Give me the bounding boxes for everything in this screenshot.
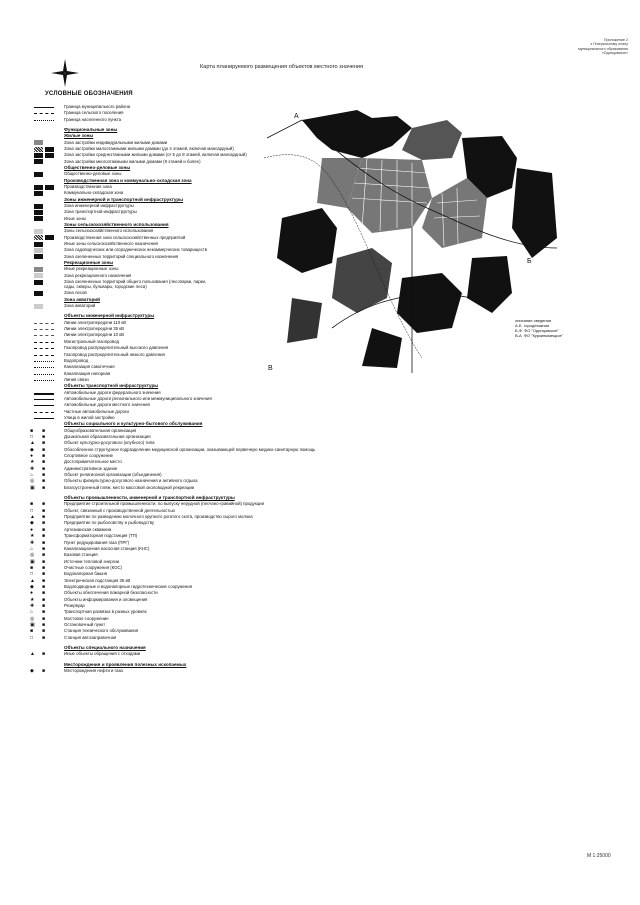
legend-line-swatch bbox=[34, 399, 54, 400]
legend-symbol bbox=[22, 485, 62, 491]
legend-line-swatch bbox=[34, 113, 54, 114]
legend-symbol bbox=[22, 345, 62, 351]
legend-icon: ■ bbox=[42, 459, 46, 466]
legend-icon: ▲ bbox=[30, 514, 35, 521]
legend-label: Граница сельского поселения bbox=[64, 110, 124, 116]
legend-icon: ■ bbox=[42, 583, 46, 590]
legend-icon: ■ bbox=[42, 628, 46, 635]
legend-label: Улица в жилой застройке bbox=[64, 414, 115, 420]
legend-symbol bbox=[22, 540, 62, 546]
map-title: Карта планируемого размещения объектов местного значения bbox=[200, 64, 364, 70]
legend-icon: ▣ bbox=[30, 622, 35, 629]
legend-line-swatch bbox=[34, 361, 54, 362]
legend-icon: ◆ bbox=[30, 668, 34, 675]
legend-color-swatch bbox=[34, 229, 43, 234]
legend-color-swatch bbox=[34, 273, 43, 278]
legend-icon: ⌂ bbox=[30, 545, 34, 552]
legend-symbol bbox=[22, 146, 62, 152]
legend-symbol bbox=[22, 415, 62, 421]
legend-color-swatch bbox=[34, 216, 43, 221]
legend-label: Газопровод распределительный низкого давления bbox=[64, 351, 165, 357]
legend-symbol bbox=[22, 478, 62, 484]
legend-icon: ▲ bbox=[30, 651, 35, 658]
legend-label: Магистральный газопровод bbox=[64, 338, 119, 344]
legend-color-swatch bbox=[34, 291, 43, 296]
map-key-title: описание сведения bbox=[515, 318, 552, 323]
legend-symbol bbox=[22, 159, 62, 165]
legend-label: Канализация напорная bbox=[64, 370, 111, 376]
legend-label: Автомобильные дороги регионального или межмуниципального значения bbox=[64, 395, 212, 401]
legend-symbol bbox=[22, 571, 62, 577]
legend-label: Газопровод распределительный высокого давления bbox=[64, 345, 169, 351]
legend-label: Мостовое сооружение bbox=[64, 615, 109, 621]
legend-symbol bbox=[22, 651, 62, 657]
legend-icon: ▲ bbox=[30, 577, 35, 584]
legend-icon: ■ bbox=[42, 484, 46, 491]
legend-icon: ⌂ bbox=[30, 609, 34, 616]
legend-icon: ■ bbox=[42, 577, 46, 584]
legend-header-text: Зоны инженерной и транспортной инфраструктуры bbox=[64, 196, 184, 202]
legend-icon: ■ bbox=[42, 526, 46, 533]
legend-icon: ■ bbox=[42, 609, 46, 616]
legend-icon: ▲ bbox=[30, 440, 35, 447]
legend-header-text: Функциональные зоны bbox=[64, 127, 118, 133]
legend-symbol bbox=[22, 396, 62, 402]
legend-label: Водонапорная башня bbox=[64, 571, 108, 577]
legend-icon: ■ bbox=[42, 501, 46, 508]
legend-symbol bbox=[22, 358, 62, 364]
legend-label: Автомобильные дороги местного значения bbox=[64, 402, 150, 408]
legend-color-swatch bbox=[34, 159, 43, 164]
legend-header-text: Производственная зона и коммунально-складская зона bbox=[64, 177, 192, 183]
legend-icon: ■ bbox=[30, 427, 34, 434]
legend-line-swatch bbox=[34, 412, 54, 413]
legend-line-swatch bbox=[34, 374, 54, 375]
legend-label: Объекты информирования и оповещения bbox=[64, 596, 148, 602]
map-key-code: В-А bbox=[515, 333, 522, 338]
legend-symbol bbox=[22, 390, 62, 396]
legend-label: Объект, связанный с производственной деятельностью bbox=[64, 507, 175, 513]
legend-heading: УСЛОВНЫЕ ОБОЗНАЧЕНИЯ bbox=[45, 91, 133, 97]
legend-label: Зона акваторий bbox=[64, 303, 96, 309]
legend-symbol bbox=[22, 453, 62, 459]
legend-symbol bbox=[22, 352, 62, 358]
legend-icon: ✚ bbox=[30, 539, 35, 546]
legend-label: Зоны сельскохозяйственного использования bbox=[64, 228, 154, 234]
legend-label: Зона застройки многоэтажными жилыми домами (9 этажей и более) bbox=[64, 158, 201, 164]
legend-label: Достопримечательное место bbox=[64, 459, 122, 465]
legend-label: Зона садоводческих или огороднических некоммерческих товариществ bbox=[64, 247, 208, 253]
legend-line-swatch bbox=[34, 120, 54, 121]
legend-icon: ■ bbox=[42, 514, 46, 521]
legend-label: Зона застройки индивидуальными жилыми домами bbox=[64, 139, 168, 145]
legend-label: Частные автомобильные дороги bbox=[64, 408, 129, 414]
annex-line: «Одинцовское» bbox=[601, 51, 628, 56]
legend-icon: ◆ bbox=[30, 520, 34, 527]
legend-color-swatch bbox=[45, 153, 54, 158]
legend-icon: ■ bbox=[42, 453, 46, 459]
legend-icon: ■ bbox=[42, 571, 46, 578]
legend-icon: □ bbox=[30, 507, 34, 514]
legend-color-swatch bbox=[34, 304, 43, 309]
legend-symbol bbox=[22, 266, 62, 272]
legend-color-swatch bbox=[34, 254, 43, 259]
legend-label: Объект религиозной организации (объединения) bbox=[64, 472, 162, 478]
legend-header-text: Объекты транспортной инфраструктуры bbox=[64, 383, 159, 389]
legend-icon: ■ bbox=[42, 668, 46, 675]
legend-symbol bbox=[22, 290, 62, 296]
legend-symbol bbox=[22, 434, 62, 440]
legend-icon: ■ bbox=[30, 628, 34, 635]
legend-icon: □ bbox=[30, 571, 34, 578]
legend-label: Зона лесов bbox=[64, 290, 87, 296]
legend-symbol bbox=[22, 428, 62, 434]
legend-icon: ◎ bbox=[30, 552, 35, 559]
legend-line-swatch bbox=[34, 367, 54, 368]
legend-symbol bbox=[22, 459, 62, 465]
legend-label: Канализационная насосная станция (КНС) bbox=[64, 545, 150, 551]
legend-label: Иные зоны bbox=[64, 215, 86, 221]
legend-label: Резервуар bbox=[64, 603, 85, 608]
legend-label: Граница населенного пункта bbox=[64, 116, 122, 122]
legend-symbol bbox=[22, 668, 62, 674]
legend-label: Иные объекты обращения с отходами bbox=[64, 651, 141, 657]
legend-symbol bbox=[22, 590, 62, 596]
legend-icon: ▣ bbox=[30, 558, 35, 565]
legend-symbol bbox=[22, 254, 62, 260]
legend-icon: □ bbox=[30, 433, 34, 440]
map-key-text: город/нижняя bbox=[523, 323, 549, 328]
legend-header-text: Зона акваторий bbox=[64, 296, 100, 302]
legend-label: Канализация самотечная bbox=[64, 364, 115, 370]
legend-symbol bbox=[22, 209, 62, 215]
legend-line-swatch bbox=[34, 323, 54, 324]
legend-icon: ✚ bbox=[30, 603, 35, 609]
annex-line: к Генеральному плану bbox=[590, 42, 628, 47]
legend-symbol bbox=[22, 552, 62, 558]
legend-symbol bbox=[22, 228, 62, 234]
legend-icon: ■ bbox=[42, 545, 46, 552]
legend-symbol bbox=[22, 377, 62, 383]
legend-color-swatch bbox=[34, 153, 43, 158]
legend-symbol bbox=[22, 565, 62, 571]
legend-label: Базовая станция bbox=[64, 552, 98, 558]
legend-icon: ■ bbox=[42, 539, 46, 546]
legend-symbol bbox=[22, 247, 62, 253]
legend-icon: ★ bbox=[30, 533, 35, 540]
legend-header-text: Жилые зоны bbox=[64, 133, 94, 139]
annex-note bbox=[566, 38, 628, 56]
legend-icon: ⌂ bbox=[30, 472, 34, 479]
legend-icon: ★ bbox=[30, 459, 35, 466]
legend-symbol bbox=[22, 603, 62, 609]
legend-symbol bbox=[22, 472, 62, 478]
legend-icon: ■ bbox=[42, 533, 46, 540]
legend-icon: ■ bbox=[42, 520, 46, 527]
legend-symbol bbox=[22, 584, 62, 590]
legend-symbol bbox=[22, 190, 62, 196]
legend-symbol bbox=[22, 520, 62, 526]
section-label-c: В bbox=[268, 365, 273, 372]
legend-icon: ■ bbox=[42, 603, 46, 609]
legend-symbol bbox=[22, 303, 62, 309]
legend-color-swatch bbox=[34, 248, 43, 253]
legend-line-swatch bbox=[34, 335, 54, 336]
legend-header-text: Объекты социального и культурно-бытового обслуживания bbox=[64, 421, 203, 427]
legend-color-swatch bbox=[34, 267, 43, 272]
legend-symbol bbox=[22, 616, 62, 622]
map-key-code: Б-Ф bbox=[515, 328, 522, 333]
legend-label: сады, скверы, бульвары, городские леса) bbox=[64, 284, 147, 290]
legend-header-text: Объекты специального назначения bbox=[64, 645, 146, 651]
legend-color-swatch bbox=[34, 172, 43, 177]
legend-icon: ◎ bbox=[30, 478, 35, 485]
legend-label: Линии электропередачи 10 кВ bbox=[64, 332, 125, 338]
legend-color-swatch bbox=[45, 185, 54, 190]
legend-icon: ■ bbox=[42, 596, 46, 603]
legend-icon: ■ bbox=[42, 564, 46, 571]
legend-label: Спортивное сооружение bbox=[64, 453, 114, 458]
legend-label: Граница муниципального района bbox=[64, 104, 131, 109]
legend-label: Административное здание bbox=[64, 465, 118, 471]
legend-symbol bbox=[22, 216, 62, 222]
legend-color-swatch bbox=[45, 235, 54, 240]
legend-label: Дошкольная образовательная организация bbox=[64, 433, 151, 439]
legend-icon: ■ bbox=[30, 564, 34, 571]
legend-icon: ■ bbox=[42, 440, 46, 447]
legend-icon: ■ bbox=[42, 472, 46, 479]
annex-line: муниципального образования bbox=[578, 46, 628, 51]
legend-symbol bbox=[22, 235, 62, 241]
legend-symbol bbox=[22, 140, 62, 146]
legend-label: Линии электропередачи 110 кВ bbox=[64, 319, 127, 325]
legend-icon: ★ bbox=[30, 596, 35, 603]
legend-icon: ◎ bbox=[30, 615, 35, 622]
legend-color-swatch bbox=[34, 204, 43, 209]
legend-symbol bbox=[22, 546, 62, 552]
legend-label: Зона инженерной инфраструктуры bbox=[64, 203, 134, 208]
legend-symbol bbox=[22, 635, 62, 641]
legend-icon: ■ bbox=[42, 552, 46, 559]
legend-label: Коммунально-складская зона bbox=[64, 190, 124, 196]
legend-line-swatch bbox=[34, 405, 54, 406]
legend-symbol bbox=[22, 184, 62, 190]
legend-symbol bbox=[22, 171, 62, 177]
legend-header-text: Объекты инженерной инфраструктуры bbox=[64, 313, 155, 319]
legend-icon: ● bbox=[30, 453, 34, 459]
legend-symbol bbox=[22, 466, 62, 472]
legend-symbol bbox=[22, 508, 62, 514]
legend-label: Общеобразовательная организация bbox=[64, 427, 137, 433]
legend-label: Станция автозаправочная bbox=[64, 634, 117, 640]
legend-icon: ■ bbox=[42, 433, 46, 440]
legend-label: Линии электропередачи 35 кВ bbox=[64, 326, 125, 332]
scale-label: М 1:25000 bbox=[587, 853, 611, 859]
legend-symbol bbox=[22, 326, 62, 332]
legend-symbol bbox=[22, 203, 62, 209]
legend-label: Обособленное структурное подразделение медицинской организации, оказывающей первичную медико-санитарную помощь bbox=[64, 446, 316, 452]
legend-symbol bbox=[22, 409, 62, 415]
legend-label: Месторождения нефти и газа bbox=[64, 668, 123, 674]
legend-color-swatch bbox=[34, 210, 43, 215]
legend-label: Линия связи bbox=[64, 376, 89, 382]
map-key-item bbox=[515, 333, 595, 338]
legend-icon: ◆ bbox=[30, 446, 34, 453]
legend-label: Автомобильные дороги федерального значения bbox=[64, 389, 161, 395]
legend-symbol bbox=[22, 597, 62, 603]
legend-color-swatch bbox=[34, 185, 43, 190]
legend-icon: ■ bbox=[42, 427, 46, 434]
legend-symbol bbox=[22, 320, 62, 326]
legend-label: Зона застройки малоэтажными жилыми домами (до 4 этажей, включая мансардный) bbox=[64, 146, 234, 151]
legend-label: Артезианская скважина bbox=[64, 526, 112, 532]
legend-color-swatch bbox=[34, 242, 43, 247]
annex-line: Приложение 2 bbox=[603, 38, 628, 42]
legend-label: Объекты обеспечения пожарной безопасности bbox=[64, 590, 158, 596]
legend-line-swatch bbox=[34, 107, 54, 108]
legend-color-swatch bbox=[34, 235, 43, 240]
legend-icon: ■ bbox=[30, 501, 34, 508]
legend-label: Зона озелененных территорий специального назначения bbox=[64, 253, 179, 259]
legend-label: Общественно-деловые зоны bbox=[64, 171, 122, 177]
legend-symbol bbox=[22, 364, 62, 370]
legend-symbol bbox=[22, 110, 62, 116]
legend-color-swatch bbox=[34, 140, 43, 145]
legend-label: Производственная зона bbox=[64, 184, 112, 189]
legend-color-swatch bbox=[34, 191, 43, 196]
legend-icon: ▣ bbox=[30, 484, 35, 491]
legend-symbol bbox=[22, 241, 62, 247]
legend-symbol bbox=[22, 402, 62, 408]
legend-icon: ◆ bbox=[30, 583, 34, 590]
legend-label: Предприятие по рыболовству и рыбоводству bbox=[64, 520, 155, 526]
legend-icon: □ bbox=[30, 634, 34, 641]
legend-line-swatch bbox=[34, 329, 54, 330]
section-label-b: Б bbox=[527, 258, 532, 265]
legend-header-text: Месторождения и проявления полезных ископаемых bbox=[64, 661, 187, 667]
legend-label: Электрическая подстанция 35 кВ bbox=[64, 577, 131, 583]
legend-label: Благоустроенный пляж, место массовой околоводной рекреации bbox=[64, 484, 195, 490]
legend-label: Зона транспортной инфраструктуры bbox=[64, 209, 137, 215]
legend-symbol bbox=[22, 628, 62, 634]
legend-symbol bbox=[22, 371, 62, 377]
legend-symbol bbox=[22, 279, 62, 285]
legend-icon: ■ bbox=[42, 446, 46, 453]
legend-symbol bbox=[22, 447, 62, 453]
legend-symbol bbox=[22, 559, 62, 565]
map-key-text: ФО "Куркинымецкое" bbox=[523, 333, 564, 338]
legend-icon: ■ bbox=[42, 478, 46, 485]
legend-symbol bbox=[22, 339, 62, 345]
legend-icon: ■ bbox=[42, 634, 46, 641]
legend-icon: ■ bbox=[42, 615, 46, 622]
legend-label: Зона рекреационного назначения bbox=[64, 272, 132, 278]
legend-header-text: Зоны сельскохозяйственного использования bbox=[64, 222, 169, 228]
legend-line-swatch bbox=[34, 348, 54, 349]
legend-symbol bbox=[22, 440, 62, 446]
legend-icon: ■ bbox=[42, 465, 46, 472]
legend-label: Водопровод bbox=[64, 357, 89, 363]
legend-label: Предприятие по разведению молочного крупного рогатого скота, производство сырого молока bbox=[64, 514, 253, 520]
legend-symbol bbox=[22, 527, 62, 533]
legend-icon: ● bbox=[30, 590, 34, 597]
legend-label: Источник тепловой энергии bbox=[64, 558, 120, 564]
legend-color-swatch bbox=[34, 147, 43, 152]
legend-label: Трансформаторная подстанция (ТП) bbox=[64, 533, 138, 539]
legend-symbol bbox=[22, 273, 62, 279]
legend-label: Пункт редуцирования газа (ПРГ) bbox=[64, 539, 130, 545]
legend-symbol bbox=[22, 332, 62, 338]
legend-icon: ● bbox=[30, 526, 34, 533]
legend-label: Производственная зона сельскохозяйственных предприятий bbox=[64, 234, 186, 240]
legend-icon: ■ bbox=[42, 558, 46, 565]
legend-line-swatch bbox=[34, 342, 54, 343]
legend-symbol bbox=[22, 609, 62, 615]
legend-header-text: Общественно-деловые зоны bbox=[64, 165, 131, 171]
map-key bbox=[515, 318, 595, 338]
legend-label: Объект культурно-досугового (клубного) типа bbox=[64, 440, 155, 446]
legend-line-swatch bbox=[34, 355, 54, 356]
legend-symbol bbox=[22, 578, 62, 584]
compass-rose-icon bbox=[50, 58, 80, 88]
legend-line-swatch bbox=[34, 393, 54, 395]
legend-symbol bbox=[22, 622, 62, 628]
legend-symbol bbox=[22, 117, 62, 123]
legend-icon: ✚ bbox=[30, 465, 35, 472]
legend-label: Предприятие строительной промышленности, по выпуску нерудной (песчано-гравийной) продукции bbox=[64, 501, 264, 507]
legend-symbol bbox=[22, 104, 62, 110]
legend-label: Транспортная развязка в разных уровнях bbox=[64, 609, 147, 615]
legend-label: Водоподводные и водонапорные гидротехнические сооружения bbox=[64, 583, 193, 589]
legend-color-swatch bbox=[45, 147, 54, 152]
legend-label: Иные зоны сельскохозяйственного назначения bbox=[64, 241, 158, 247]
legend-label: Станция технического обслуживания bbox=[64, 628, 139, 634]
legend-label: Очистные сооружения (КОС) bbox=[64, 564, 122, 570]
legend-label: Остановочный пункт bbox=[64, 622, 106, 628]
legend-header-text: Объекты промышленности, инженерной и транспортной инфраструктуры bbox=[64, 495, 235, 501]
legend-symbol bbox=[22, 514, 62, 520]
map-key-text: ФО "Одинцовское" bbox=[524, 328, 559, 333]
legend-icon: ■ bbox=[42, 622, 46, 629]
map-key-code: А-Б bbox=[515, 323, 522, 328]
legend-icon: ■ bbox=[42, 651, 46, 658]
legend-icon: ■ bbox=[42, 507, 46, 514]
legend-icon: ■ bbox=[42, 590, 46, 597]
legend-color-swatch bbox=[34, 280, 43, 285]
legend-label: Зона озелененных территорий общего пользования (лесопарки, парки, bbox=[64, 279, 207, 285]
legend-header-text: Рекреационные зоны bbox=[64, 260, 114, 266]
legend-label: Объекты физкультурно-досугового назначения и активного отдыха bbox=[64, 478, 198, 484]
section-label-a: А bbox=[294, 113, 299, 120]
legend-line-swatch bbox=[34, 418, 54, 419]
legend-label: Иные рекреационные зоны bbox=[64, 266, 119, 272]
legend-line-swatch bbox=[34, 380, 54, 381]
legend-symbol bbox=[22, 152, 62, 158]
legend-symbol bbox=[22, 501, 62, 507]
legend-label: Зона застройки среднеэтажными жилыми домами (от 5 до 8 этажей, включая мансардный) bbox=[64, 152, 247, 158]
legend-symbol bbox=[22, 533, 62, 539]
